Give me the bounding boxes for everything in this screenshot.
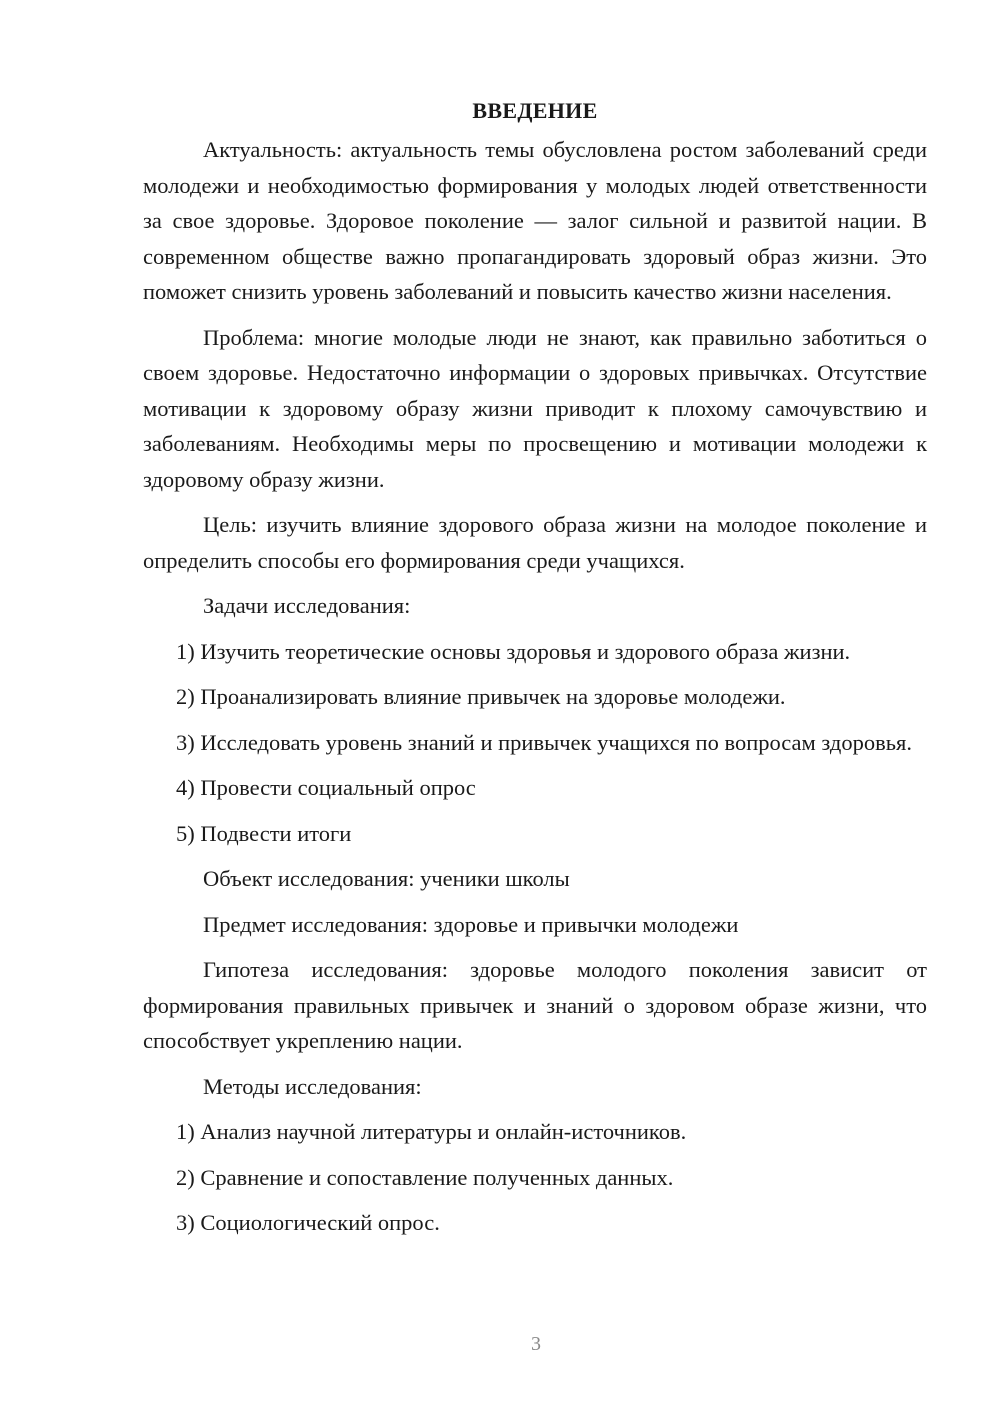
research-subject: Предмет исследования: здоровье и привычки молодежи [203,911,739,937]
relevance-paragraph: Актуальность: актуальность темы обусловлена ростом заболеваний среди молодежи и необходимостью формирования у молодых людей ответственности за свое здоровье. Здоровое поколение — залог сильной и развитой нации. В современном обществе важно пропагандировать здоровый образ жизни. Это поможет снизить уровень заболеваний и повысить качество жизни населения. [143,137,927,304]
research-hypothesis: Гипотеза исследования: здоровье молодого поколения зависит от формирования правильных привычек и знаний о здоровом образе жизни, что способствует укреплению нации. [143,957,927,1053]
research-object: Объект исследования: ученики школы [203,866,570,891]
method-item: 1) Анализ научной литературы и онлайн-источников. [176,1119,687,1144]
task-item: 4) Провести социальный опрос [176,775,476,800]
task-item: 3) Исследовать уровень знаний и привычек учащихся по вопросам здоровья. [176,729,912,755]
tasks-heading: Задачи исследования: [203,593,411,618]
page-number: 3 [531,1333,541,1355]
task-item: 5) Подвести итоги [176,820,352,846]
section-title: ВВЕДЕНИЕ [472,98,598,123]
methods-heading: Методы исследования: [203,1073,422,1099]
problem-paragraph: Проблема: многие молодые люди не знают, как правильно заботиться о своем здоровье. Недостаточно информации о здоровых привычках. Отсутствие мотивации к здоровому образу жизни приводит к плохому самочувствию и заболеваниям. Необходимы меры по просвещению и мотивации молодежи к здоровому образу жизни. [143,324,927,492]
document-body [143,94,927,1251]
method-item: 3) Социологический опрос. [176,1210,440,1235]
goal-paragraph: Цель: изучить влияние здорового образа жизни на молодое поколение и определить способы его формирования среди учащихся. [143,512,927,573]
task-item: 2) Проанализировать влияние привычек на здоровье молодежи. [176,684,786,709]
task-item: 1) Изучить теоретические основы здоровья и здорового образа жизни. [176,638,851,664]
method-item: 2) Сравнение и сопоставление полученных данных. [176,1164,674,1190]
